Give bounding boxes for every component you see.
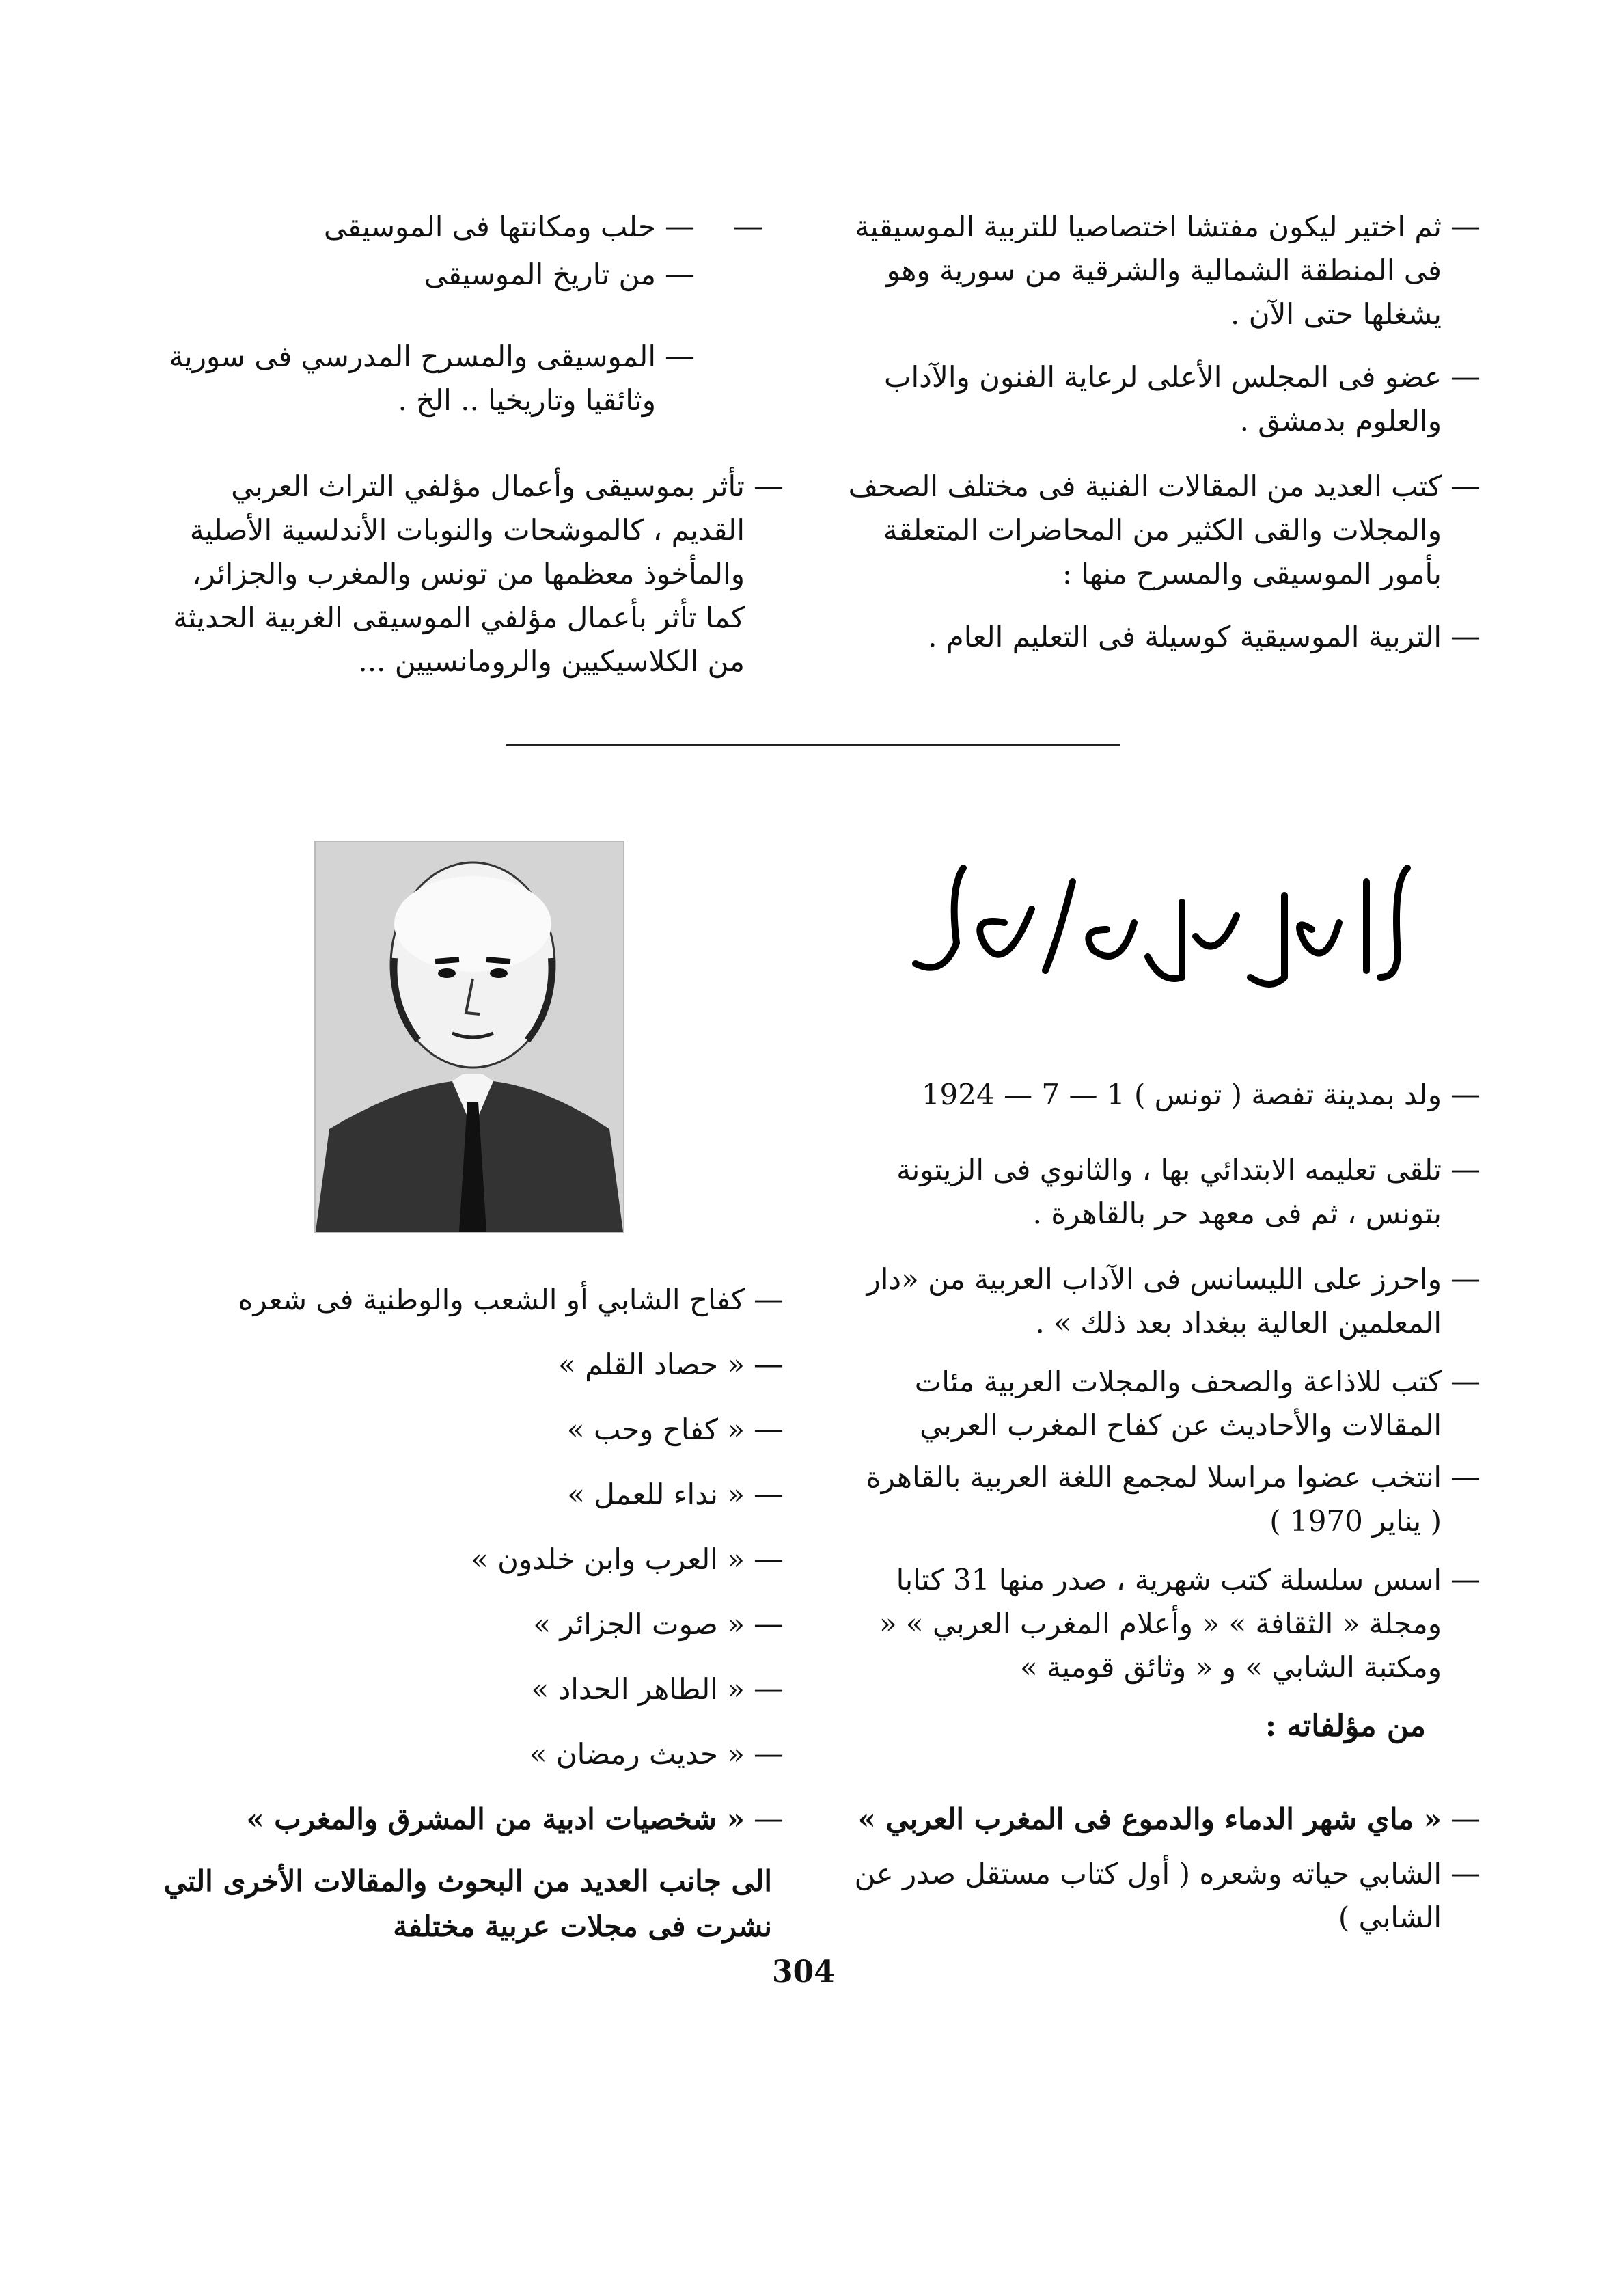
- works-left-item-2: [157, 1343, 793, 1387]
- dash: —: [754, 1607, 784, 1642]
- item-text: اسس سلسلة كتب شهرية ، صدر منها 31 كتابا ومجلة « الثقافة » « وأعلام المغرب العربي » « ومكتبة الشابي » و « وثائق قومية »: [879, 1563, 1442, 1684]
- item-text: واحرز على الليسانس فى الآداب العربية من «دار المعلمين العالية ببغداد بعد ذلك » .: [866, 1262, 1442, 1340]
- works-left-item-6: [157, 1603, 793, 1646]
- dash: —: [754, 1347, 784, 1382]
- item-text: « حديث رمضان »: [529, 1737, 745, 1771]
- top-left-item-4: [157, 465, 793, 683]
- item-text: ثم اختير ليكون مفتشا اختصاصيا للتربية الموسيقية فى المنطقة الشمالية والشرقية من سورية وهو يشغلها حتى الآن .: [855, 210, 1442, 331]
- dash: —: [665, 339, 695, 374]
- item-text: حلب ومكانتها فى الموسيقى: [323, 210, 656, 243]
- closing-paragraph: الى جانب العديد من البحوث والمقالات الأخرى التي نشرت فى مجلات عربية مختلفة: [163, 1864, 772, 1943]
- dash: —: [1450, 1152, 1481, 1187]
- portrait-photo: [314, 841, 624, 1233]
- dash: —: [1450, 469, 1481, 504]
- dash: —: [1450, 1364, 1481, 1399]
- works-right-item-2: [820, 1852, 1489, 1940]
- item-text: « شخصيات ادبية من المشرق والمغرب »: [246, 1802, 745, 1836]
- works-left-item-9: [157, 1797, 793, 1841]
- signature-text: أبو القاسم محمد كرو: [895, 998, 1026, 1016]
- works-left-item-7: [157, 1668, 793, 1711]
- top-right-item-1: [847, 205, 1489, 336]
- dash: —: [1450, 209, 1481, 244]
- signature-name: [888, 841, 1421, 1018]
- item-text: التربية الموسيقية كوسيلة فى التعليم العام .: [928, 620, 1442, 653]
- dash: —: [1450, 359, 1481, 394]
- dash: —: [1450, 1262, 1481, 1296]
- dash: —: [665, 257, 695, 292]
- dash: —: [1450, 619, 1481, 654]
- item-text: الموسيقى والمسرح المدرسي فى سورية وثائقيا وتاريخيا .. الخ .: [169, 340, 656, 417]
- dash: —: [754, 469, 784, 504]
- dash: —: [1450, 1562, 1481, 1597]
- top-right-item-4: [847, 615, 1489, 659]
- item-text: « العرب وابن خلدون »: [471, 1542, 745, 1576]
- page-number: 304: [772, 1955, 835, 1989]
- item-text: كتب العديد من المقالات الفنية فى مختلف الصحف والمجلات والقى الكثير من المحاضرات المتعلقة بأمور الموسيقى والمسرح منها :: [848, 470, 1442, 590]
- bio-item-6: [847, 1558, 1489, 1689]
- works-left-item-8: [157, 1732, 793, 1776]
- works-heading: من مؤلفاته :: [1265, 1709, 1426, 1743]
- top-right-item-3: [847, 465, 1489, 596]
- calligraphy-signature: [888, 841, 1421, 1018]
- item-text: الشابي حياته وشعره ( أول كتاب مستقل صدر عن الشابي ): [854, 1857, 1442, 1934]
- dash: —: [754, 1412, 784, 1447]
- dash: —: [1450, 1856, 1481, 1891]
- top-left-item-3: [157, 335, 793, 422]
- works-left-item-3: [157, 1408, 793, 1452]
- item-text: تأثر بموسيقى وأعمال مؤلفي التراث العربي القديم ، كالموشحات والنوبات الأندلسية الأصلية والمأخوذ معظمها من تونس والمغرب والجزائر، كما تأثر بأعمال مؤلفي الموسيقى الغربية الحديثة من الكلاسيكيين والرومانسيين ...: [173, 470, 745, 678]
- dash: —: [1450, 1460, 1481, 1495]
- top-left-item-1: [157, 205, 793, 249]
- dash: —: [1450, 1802, 1481, 1836]
- works-right-item-1: [820, 1797, 1489, 1841]
- item-text: « نداء للعمل »: [567, 1478, 745, 1511]
- bio-item-4: [847, 1360, 1489, 1447]
- dash: —: [754, 1282, 784, 1317]
- works-left-item-1: [157, 1278, 793, 1322]
- item-text: عضو فى المجلس الأعلى لرعاية الفنون والآداب والعلوم بدمشق .: [883, 360, 1442, 437]
- item-text: كفاح الشابي أو الشعب والوطنية فى شعره: [238, 1283, 745, 1316]
- item-text: « الطاهر الحداد »: [531, 1672, 745, 1706]
- dash: —: [754, 1672, 784, 1707]
- item-text: كتب للاذاعة والصحف والمجلات العربية مئات المقالات والأحاديث عن كفاح المغرب العربي: [914, 1365, 1442, 1442]
- dash: —: [754, 1542, 784, 1577]
- dash: —: [754, 1737, 784, 1771]
- bio-item-5: [847, 1456, 1489, 1543]
- works-left-item-5: [157, 1538, 793, 1581]
- dash: —: [754, 1477, 784, 1512]
- top-left-item-2: [157, 253, 793, 297]
- item-text: تلقى تعليمه الابتدائي بها ، والثانوي فى الزيتونة بتونس ، ثم فى معهد حر بالقاهرة .: [896, 1153, 1442, 1230]
- works-left-item-4: [157, 1473, 793, 1517]
- item-text: « صوت الجزائر »: [533, 1607, 745, 1641]
- item-text: انتخب عضوا مراسلا لمجمع اللغة العربية بالقاهرة ( يناير 1970 ): [866, 1460, 1442, 1538]
- item-text: « حصاد القلم »: [558, 1348, 745, 1381]
- item-text: « كفاح وحب »: [566, 1413, 745, 1446]
- item-text: من تاريخ الموسيقى: [424, 258, 656, 291]
- item-text: ولد بمدينة تفصة ( تونس ) 1 — 7 — 1924: [921, 1078, 1442, 1111]
- section-divider: [506, 744, 1120, 746]
- item-text: « ماي شهر الدماء والدموع فى المغرب العربي »: [857, 1802, 1442, 1836]
- dash: —: [733, 209, 763, 244]
- dash: —: [754, 1802, 784, 1836]
- bio-item-1: [847, 1073, 1489, 1117]
- top-right-item-2: [847, 355, 1489, 443]
- dash: —: [1450, 1077, 1481, 1112]
- bio-item-3: [847, 1257, 1489, 1345]
- portrait-illustration: [316, 842, 623, 1232]
- bio-item-2: [847, 1148, 1489, 1236]
- dash: —: [665, 209, 695, 244]
